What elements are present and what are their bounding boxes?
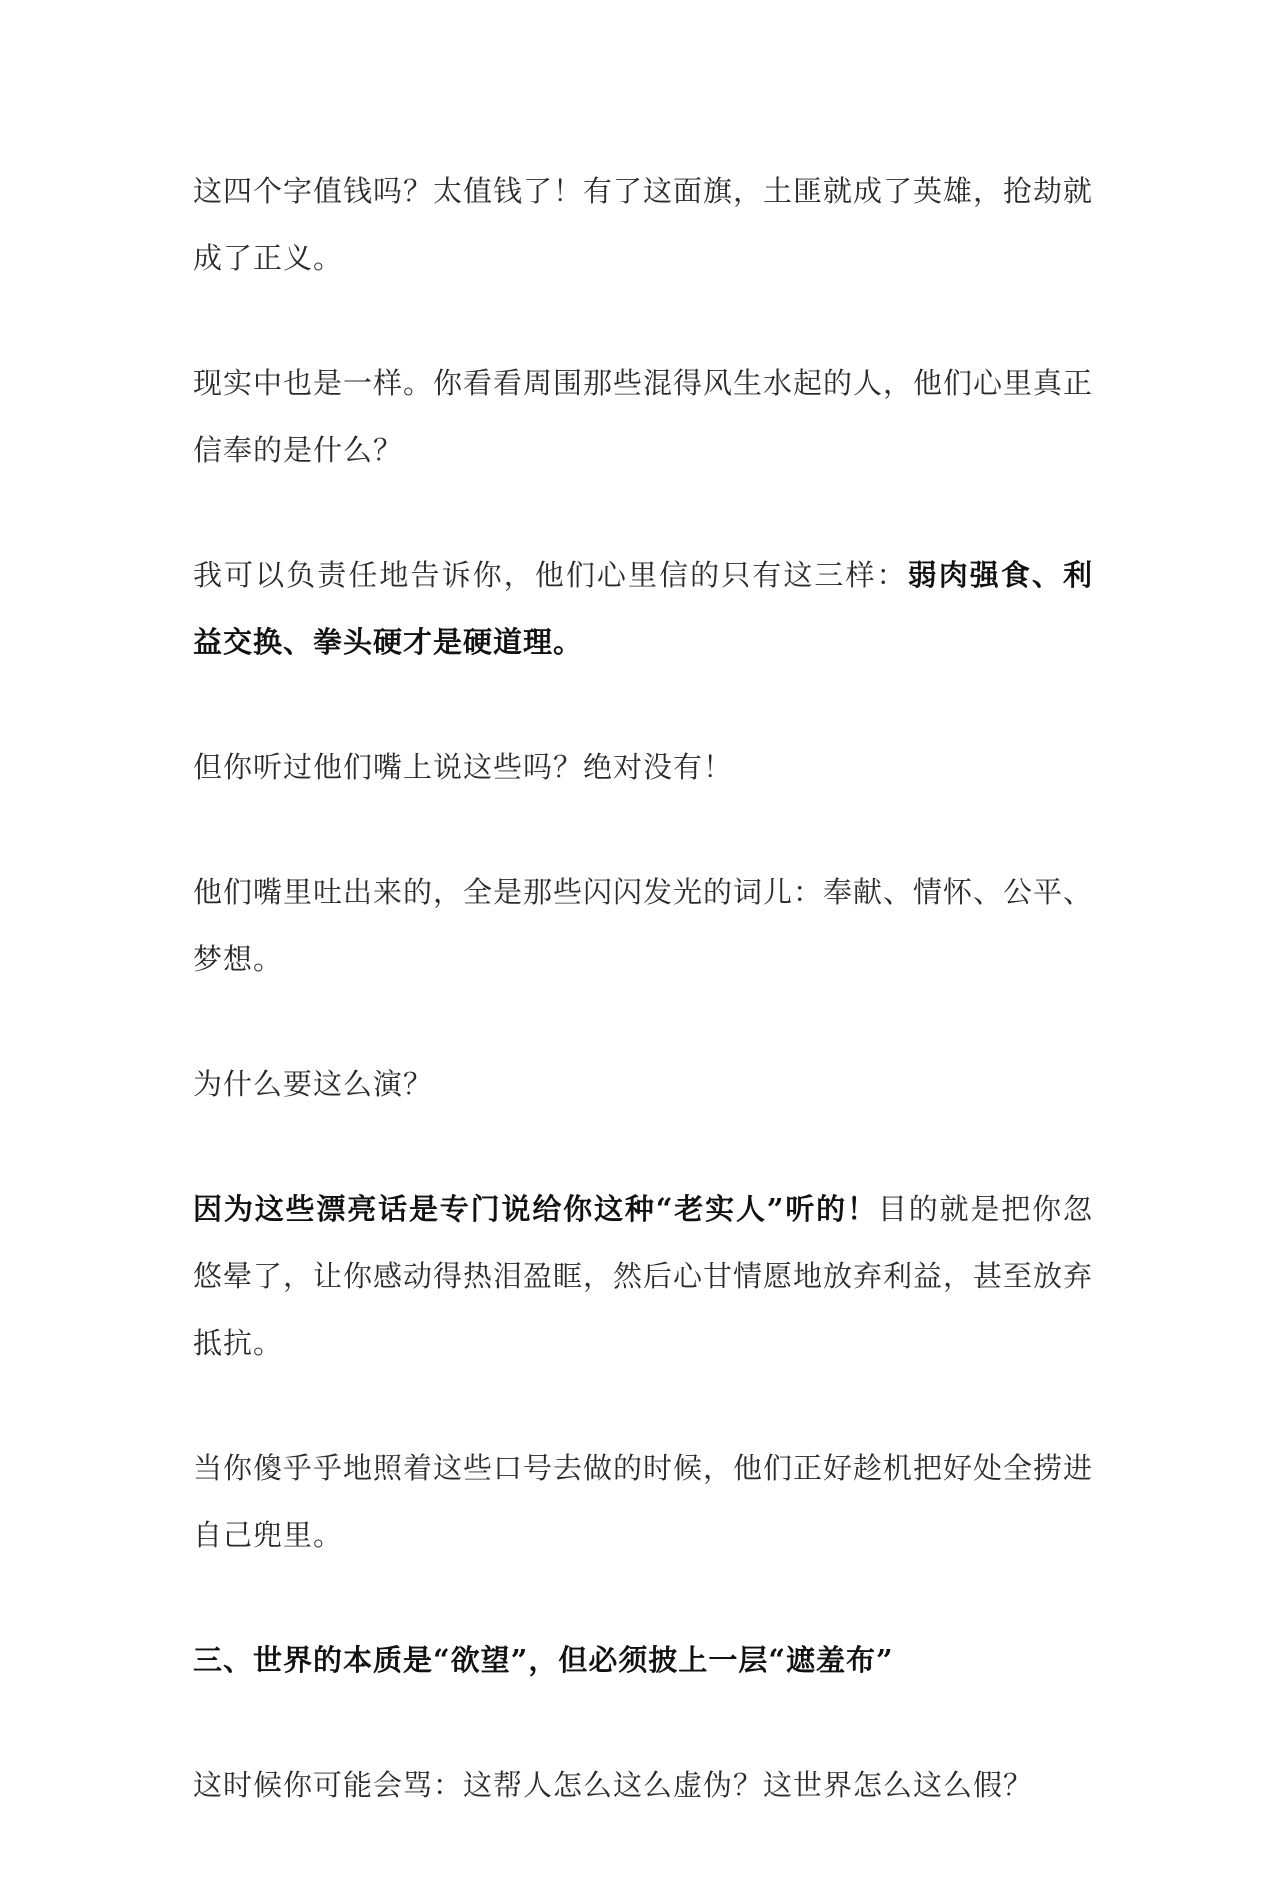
paragraph-1-text: 这四个字值钱吗？太值钱了！有了这面旗，土匪就成了英雄，抢劫就成了正义。 <box>193 174 1094 275</box>
paragraph-4-text: 但你听过他们嘴上说这些吗？绝对没有！ <box>193 750 734 784</box>
paragraph-4 <box>193 734 1093 801</box>
paragraph-3-emphasis: 弱肉强食、利益交换、拳头硬才是硬道理。 <box>193 558 1093 659</box>
paragraph-8-text: 当你傻乎乎地照着这些口号去做的时候，他们正好趁机把好处全捞进自己兜里。 <box>193 1451 1094 1552</box>
paragraph-1 <box>193 158 1093 292</box>
document-body <box>193 158 1093 1877</box>
paragraph-9-text: 这时候你可能会骂：这帮人怎么这么虚伪？这世界怎么这么假？ <box>193 1768 1034 1802</box>
paragraph-9 <box>193 1752 1093 1819</box>
section-heading-3: 三、世界的本质是“欲望”，但必须披上一层“遮羞布” <box>193 1643 894 1677</box>
paragraph-7-text: 目的就是把你忽悠晕了，让你感动得热泪盈眶，然后心甘情愿地放弃利益，甚至放弃抵抗。 <box>193 1192 1094 1360</box>
paragraph-2 <box>193 350 1093 484</box>
paragraph-6-text: 为什么要这么演？ <box>193 1067 434 1101</box>
paragraph-3-text: 我可以负责任地告诉你，他们心里信的只有这三样： <box>193 558 908 592</box>
paragraph-7 <box>193 1176 1093 1377</box>
paragraph-3 <box>193 542 1093 676</box>
paragraph-5 <box>193 859 1093 993</box>
paragraph-8 <box>193 1435 1093 1569</box>
paragraph-7-emphasis: 因为这些漂亮话是专门说给你这种“老实人”听的！ <box>193 1192 878 1226</box>
paragraph-2-text: 现实中也是一样。你看看周围那些混得风生水起的人，他们心里真正信奉的是什么？ <box>193 366 1094 467</box>
paragraph-5-text: 他们嘴里吐出来的，全是那些闪闪发光的词儿：奉献、情怀、公平、梦想。 <box>193 875 1094 976</box>
paragraph-6 <box>193 1051 1093 1118</box>
